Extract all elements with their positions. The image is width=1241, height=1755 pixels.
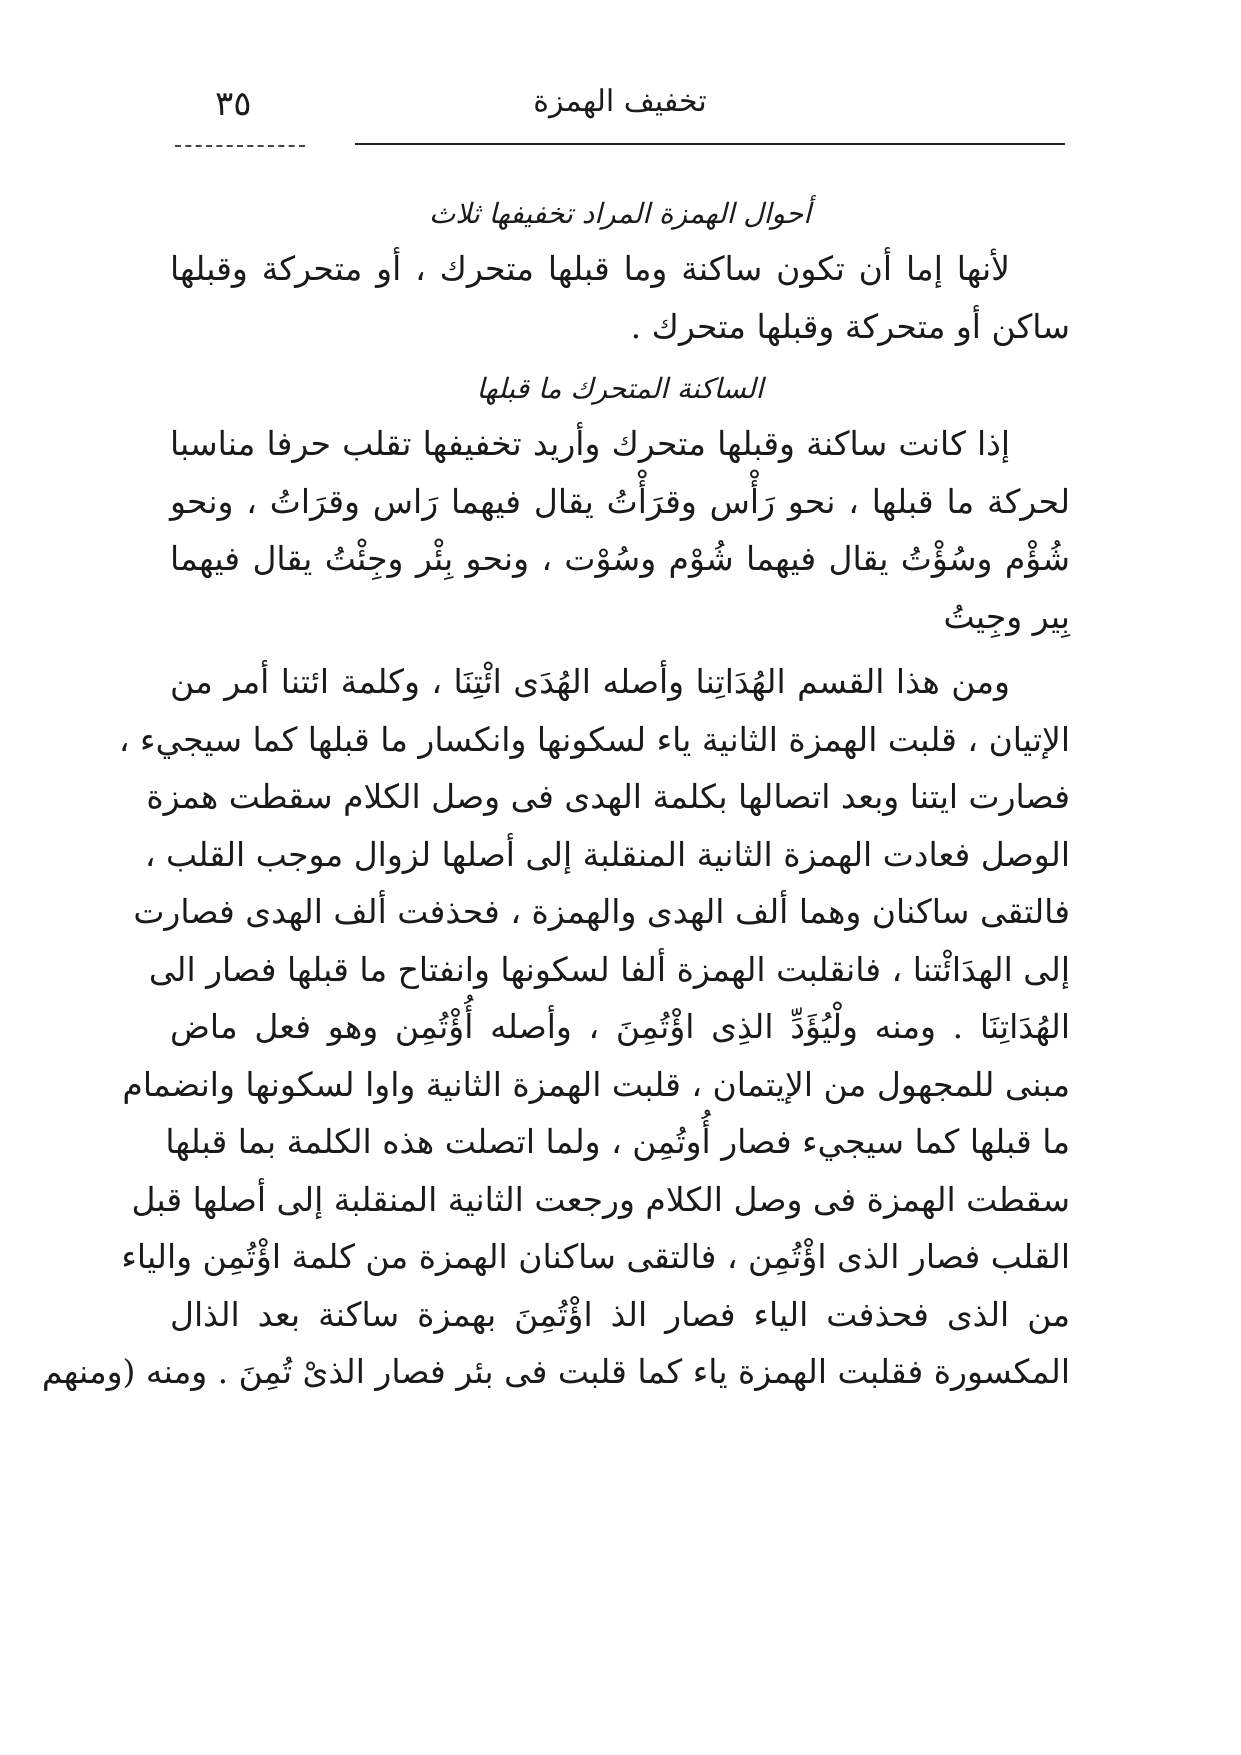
- text-line: إذا كانت ساكنة وقبلها متحرك وأريد تخفيفها تقلب حرفا مناسبا: [170, 424, 1010, 463]
- text-line: ما قبلها كما سيجيء فصار أُوتُمِن ، ولما اتصلت هذه الكلمة بما قبلها: [165, 1122, 1070, 1161]
- text-line: إلى الهدَائْتنا ، فانقلبت الهمزة ألفا لسكونها وانفتاح ما قبلها فصار الى: [148, 949, 1070, 989]
- page-header: [175, 80, 1065, 130]
- text-line: المكسورة فقلبت الهمزة ياء كما قلبت فى بئر فصار الذىْ تُمِنَ . ومنه (ومنهم: [41, 1352, 1070, 1391]
- page-number: ٣٥: [215, 84, 252, 124]
- text-line: الهُدَاتِنَا . ومنه ولْيُؤَدِّ الذِى اؤْتُمِنَ ، وأصله أُؤْتُمِن وهو فعل ماض: [170, 1007, 1070, 1046]
- header-rule-short: [175, 145, 305, 147]
- text-line: الإتيان ، قلبت الهمزة الثانية ياء لسكونها وانكسار ما قبلها كما سيجيء ،: [118, 719, 1070, 759]
- paragraph-2: [170, 415, 1070, 645]
- page-body: [41, 188, 1070, 1401]
- text-line: لأنها إما أن تكون ساكنة وما قبلها متحرك ، أو متحركة وقبلها: [170, 249, 1010, 288]
- text-line: فالتقى ساكنان وهما ألف الهدى والهمزة ، فحذفت ألف الهدى فصارت: [133, 892, 1070, 931]
- section-heading-2: الساكنة المتحرك ما قبلها: [476, 372, 764, 405]
- running-title: تخفيف الهمزة: [533, 84, 707, 119]
- text-line: مبنى للمجهول من الإيتمان ، قلبت الهمزة الثانية واوا لسكونها وانضمام: [122, 1064, 1070, 1104]
- text-line: ومن هذا القسم الهُدَاتِنا وأصله الهُدَى ائْتِنَا ، وكلمة ائتنا أمر من: [170, 662, 1010, 701]
- text-line: بِير وجِيتُ: [943, 596, 1070, 636]
- header-rule: [355, 143, 1065, 145]
- text-line: لحركة ما قبلها ، نحو رَأْس وقرَأْتُ يقال فيهما رَاس وقرَاتُ ، ونحو: [170, 481, 1070, 521]
- text-line: سقطت الهمزة فى وصل الكلام ورجعت الثانية المنقلبة إلى أصلها قبل: [131, 1179, 1070, 1219]
- paragraph-1: [170, 240, 1070, 355]
- paragraph-3: [41, 653, 1070, 1401]
- text-line: فصارت ايتنا وبعد اتصالها بكلمة الهدى فى وصل الكلام سقطت همزة: [146, 777, 1070, 816]
- section-heading-1: أحوال الهمزة المراد تخفيفها ثلاث: [429, 197, 811, 230]
- text-line: من الذى فحذفت الياء فصار الذ اؤْتُمِنَ بهمزة ساكنة بعد الذال: [170, 1294, 1070, 1334]
- text-line: شُؤْم وسُؤْتُ يقال فيهما شُوْم وسُوْت ، ونحو بِئْر وجِئْتُ يقال فيهما: [170, 539, 1070, 578]
- text-line: الوصل فعادت الهمزة الثانية المنقلبة إلى أصلها لزوال موجب القلب ،: [144, 834, 1070, 874]
- text-line: القلب فصار الذى اؤْتُمِن ، فالتقى ساكنان الهمزة من كلمة اؤْتُمِن والياء: [121, 1237, 1070, 1276]
- text-line: ساكن أو متحركة وقبلها متحرك .: [630, 306, 1070, 346]
